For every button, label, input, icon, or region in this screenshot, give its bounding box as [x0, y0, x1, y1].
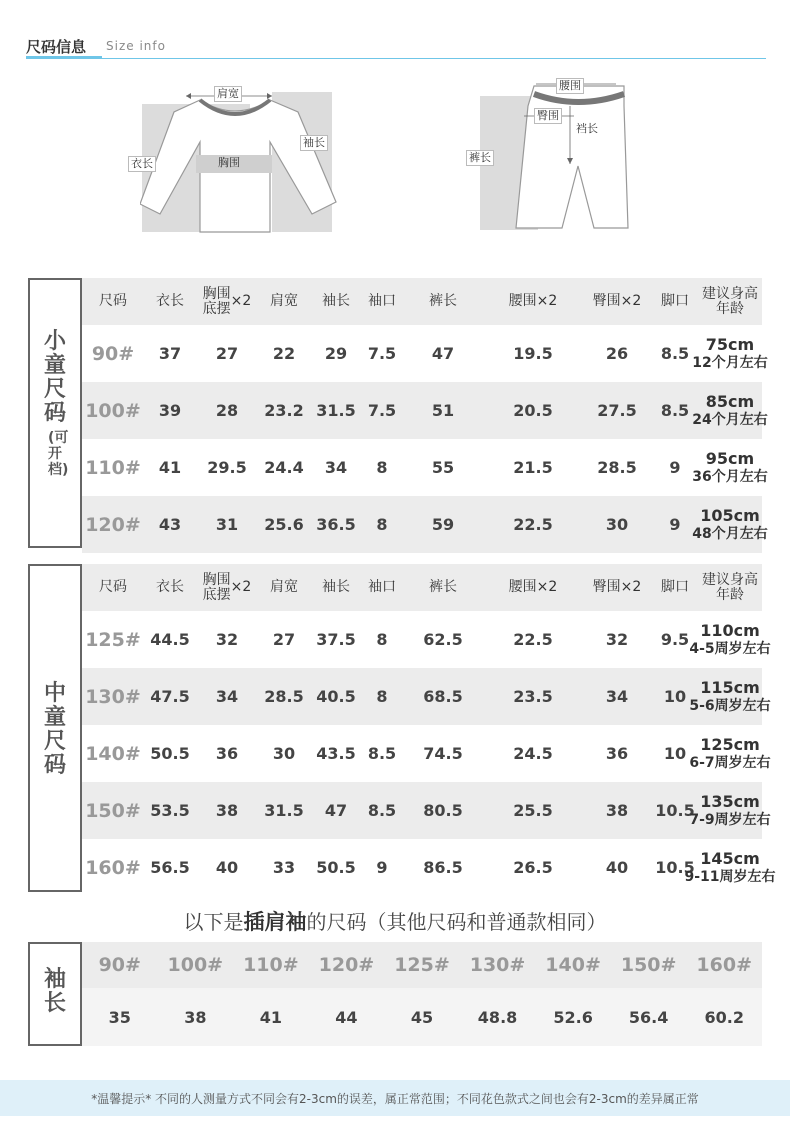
value-cell: 80.5 — [423, 801, 463, 820]
medium-size-label-box — [28, 564, 82, 892]
table-header-cell: 袖长 — [322, 293, 350, 309]
raglan-caption-pre: 以下是 — [183, 910, 244, 934]
value-cell: 40 — [215, 858, 239, 877]
header-divider — [26, 58, 766, 59]
small-size-table — [82, 278, 768, 550]
height-age-cell — [692, 325, 768, 382]
raglan-title: 袖长 — [44, 967, 67, 1016]
size-cell: 100# — [85, 399, 141, 422]
raglan-value-cell: 38 — [184, 1007, 207, 1027]
value-cell: 55 — [431, 458, 455, 477]
table-header-cell: 臀围×2 — [592, 293, 642, 309]
value-cell: 10 — [663, 744, 687, 763]
height-age-cell — [689, 668, 771, 725]
size-cell: 150# — [85, 799, 141, 822]
table-header-cell: 袖长 — [322, 579, 350, 595]
table-row — [82, 611, 771, 668]
header-height-line1: 建议身高 — [702, 571, 758, 588]
size-cell: 130# — [85, 685, 141, 708]
size-cell: 120# — [85, 513, 141, 536]
value-cell: 26 — [605, 344, 629, 363]
value-cell: 24.4 — [264, 458, 304, 477]
height-age-cell — [692, 496, 768, 553]
raglan-label-box — [28, 942, 82, 1046]
value-cell: 25.5 — [513, 801, 553, 820]
age-value: 24个月左右 — [692, 411, 768, 428]
raglan-size-cell: 150# — [620, 954, 677, 976]
small-size-title: 小童尺码 — [44, 329, 67, 426]
label-chest: 胸围 — [218, 156, 240, 169]
value-cell: 8.5 — [660, 344, 690, 363]
table-header-cell: 裤长 — [429, 293, 457, 309]
raglan-caption-post: 的尺码（其他尺码和普通款相同） — [306, 910, 607, 934]
value-cell: 27 — [272, 630, 296, 649]
medium-size-table — [82, 564, 776, 892]
value-cell: 10.5 — [655, 858, 695, 877]
value-cell: 9 — [669, 458, 681, 477]
value-cell: 8 — [376, 515, 388, 534]
small-size-note: (可开档) — [48, 430, 69, 478]
medium-size-title: 中童尺码 — [44, 681, 67, 778]
raglan-size-cell: 110# — [243, 954, 299, 976]
value-cell: 27.5 — [597, 401, 637, 420]
header-accent — [26, 56, 102, 59]
value-cell: 9.5 — [660, 630, 690, 649]
value-cell: 50.5 — [150, 744, 190, 763]
value-cell: 7.5 — [367, 344, 397, 363]
label-sleeve: 袖长 — [300, 135, 328, 151]
value-cell: 36 — [605, 744, 629, 763]
table-row — [82, 325, 768, 382]
value-cell: 34 — [324, 458, 348, 477]
table-row — [82, 668, 771, 725]
value-cell: 43.5 — [316, 744, 356, 763]
value-cell: 9 — [376, 858, 388, 877]
value-cell: 27 — [215, 344, 239, 363]
value-cell: 22.5 — [513, 630, 553, 649]
raglan-size-cell: 125# — [394, 954, 450, 976]
raglan-caption-bold: 插肩袖 — [243, 910, 307, 934]
value-cell: 20.5 — [513, 401, 553, 420]
raglan-value-cell: 45 — [410, 1007, 434, 1027]
value-cell: 31 — [215, 515, 239, 534]
small-size-label-box — [28, 278, 82, 548]
raglan-size-cell: 120# — [318, 954, 375, 976]
table-header-cell: 肩宽 — [270, 579, 298, 595]
height-value: 135cm — [700, 791, 760, 811]
table-header-cell: 尺码 — [99, 579, 127, 595]
value-cell: 74.5 — [423, 744, 463, 763]
table-header-cell: 臀围×2 — [592, 579, 642, 595]
age-value: 6-7周岁左右 — [689, 754, 771, 771]
value-cell: 26.5 — [513, 858, 553, 877]
label-shoulder: 肩宽 — [214, 86, 242, 102]
raglan-value-row — [82, 988, 762, 1046]
age-value: 48个月左右 — [692, 525, 768, 542]
value-cell: 36 — [215, 744, 239, 763]
value-cell: 36.5 — [316, 515, 356, 534]
value-cell: 8 — [376, 630, 388, 649]
value-cell: 51 — [431, 401, 455, 420]
age-value: 5-6周岁左右 — [689, 697, 771, 714]
value-cell: 44.5 — [150, 630, 190, 649]
value-cell: 30 — [272, 744, 296, 763]
value-cell: 40 — [605, 858, 629, 877]
value-cell: 86.5 — [423, 858, 463, 877]
label-hip: 臀围 — [534, 108, 562, 124]
label-crotch: 裆长 — [576, 122, 598, 135]
height-age-cell — [689, 725, 771, 782]
header-height-age — [698, 564, 762, 611]
table-header-cell: 尺码 — [99, 293, 127, 309]
value-cell: 30 — [605, 515, 629, 534]
value-cell: 43 — [158, 515, 182, 534]
raglan-value-cell: 56.4 — [628, 1007, 669, 1027]
height-value: 125cm — [700, 734, 760, 754]
label-length: 衣长 — [128, 156, 156, 172]
pants-diagram-illustration — [478, 76, 638, 236]
value-cell: 8 — [376, 687, 388, 706]
table-header-cell: 袖口 — [368, 293, 396, 309]
raglan-value-cell: 48.8 — [477, 1007, 518, 1027]
header-height-line2: 年龄 — [716, 300, 744, 317]
height-value: 145cm — [700, 848, 760, 868]
value-cell: 34 — [605, 687, 629, 706]
value-cell: 50.5 — [316, 858, 356, 877]
header-chest-hem — [196, 564, 258, 611]
table-header-cell: 脚口 — [661, 579, 689, 595]
table-header-cell: 肩宽 — [270, 293, 298, 309]
value-cell: 29.5 — [207, 458, 247, 477]
raglan-size-cell: 140# — [545, 954, 601, 976]
value-cell: 19.5 — [513, 344, 553, 363]
value-cell: 40.5 — [316, 687, 356, 706]
value-cell: 32 — [605, 630, 629, 649]
header-height-line2: 年龄 — [716, 586, 744, 603]
header-height-age — [698, 278, 762, 325]
header-chest-mult: ×2 — [230, 293, 252, 309]
raglan-size-cell: 160# — [696, 954, 752, 976]
height-age-cell — [684, 839, 776, 896]
header-chest-line1: 胸围 — [202, 571, 231, 588]
table-header-row — [82, 278, 762, 325]
age-value: 7-9周岁左右 — [689, 811, 771, 828]
value-cell: 28.5 — [264, 687, 304, 706]
pants-diagram — [469, 76, 638, 236]
value-cell: 9 — [669, 515, 681, 534]
raglan-value-cell: 35 — [108, 1007, 131, 1027]
age-value: 12个月左右 — [692, 354, 768, 371]
raglan-size-row — [82, 942, 762, 988]
raglan-value-cell: 41 — [259, 1007, 283, 1027]
size-cell: 110# — [85, 456, 141, 479]
table-row — [82, 782, 771, 839]
value-cell: 23.2 — [264, 401, 304, 420]
header-chest-hem — [196, 278, 258, 325]
value-cell: 37.5 — [316, 630, 356, 649]
table-header-row — [82, 564, 762, 611]
value-cell: 22 — [272, 344, 296, 363]
value-cell: 53.5 — [150, 801, 190, 820]
raglan-size-cell: 100# — [167, 954, 224, 976]
value-cell: 38 — [215, 801, 239, 820]
value-cell: 29 — [324, 344, 348, 363]
value-cell: 25.6 — [264, 515, 304, 534]
value-cell: 47 — [324, 801, 348, 820]
value-cell: 10 — [663, 687, 687, 706]
header-chest-line2: 底摆 — [202, 586, 231, 603]
height-age-cell — [692, 382, 768, 439]
value-cell: 31.5 — [264, 801, 304, 820]
value-cell: 34 — [215, 687, 239, 706]
raglan-size-cell: 130# — [469, 954, 526, 976]
value-cell: 23.5 — [513, 687, 553, 706]
top-diagram — [131, 82, 340, 237]
table-header-cell: 脚口 — [661, 293, 689, 309]
height-value: 75cm — [705, 334, 755, 354]
header-title-en: Size info — [106, 39, 166, 53]
value-cell: 41 — [158, 458, 182, 477]
value-cell: 10.5 — [655, 801, 695, 820]
header-chest-line2: 底摆 — [202, 300, 231, 317]
table-header-cell: 腰围×2 — [508, 579, 558, 595]
value-cell: 62.5 — [423, 630, 463, 649]
size-cell: 140# — [85, 742, 141, 765]
value-cell: 56.5 — [150, 858, 190, 877]
value-cell: 47 — [431, 344, 455, 363]
value-cell: 8 — [376, 458, 388, 477]
table-header-cell: 衣长 — [156, 293, 184, 309]
value-cell: 24.5 — [513, 744, 553, 763]
height-value: 110cm — [700, 620, 760, 640]
value-cell: 8.5 — [660, 401, 690, 420]
value-cell: 28.5 — [597, 458, 637, 477]
value-cell: 59 — [431, 515, 455, 534]
height-value: 95cm — [705, 448, 755, 468]
value-cell: 8.5 — [367, 801, 397, 820]
table-row — [82, 382, 768, 439]
table-header-cell: 裤长 — [429, 579, 457, 595]
label-pants-length: 裤长 — [466, 150, 494, 166]
raglan-caption — [0, 906, 790, 936]
height-value: 105cm — [700, 505, 760, 525]
table-row — [82, 439, 768, 496]
raglan-value-cell: 44 — [335, 1007, 358, 1027]
table-header-cell: 腰围×2 — [508, 293, 558, 309]
size-cell: 125# — [85, 628, 141, 651]
size-cell: 160# — [85, 856, 141, 879]
table-row — [82, 496, 768, 553]
age-value: 9-11周岁左右 — [684, 868, 776, 885]
value-cell: 47.5 — [150, 687, 190, 706]
table-header-cell: 衣长 — [156, 579, 184, 595]
value-cell: 31.5 — [316, 401, 356, 420]
value-cell: 21.5 — [513, 458, 553, 477]
table-header-cell: 袖口 — [368, 579, 396, 595]
value-cell: 33 — [272, 858, 296, 877]
header-chest-stack — [203, 573, 231, 603]
value-cell: 37 — [158, 344, 182, 363]
raglan-value-cell: 52.6 — [553, 1007, 593, 1027]
value-cell: 22.5 — [513, 515, 553, 534]
label-waist: 腰围 — [556, 78, 584, 94]
size-cell: 90# — [91, 342, 135, 365]
height-age-cell — [689, 611, 771, 668]
value-cell: 28 — [215, 401, 239, 420]
value-cell: 68.5 — [423, 687, 463, 706]
height-value: 115cm — [700, 677, 760, 697]
table-row — [82, 725, 771, 782]
header-height-line1: 建议身高 — [702, 285, 758, 302]
table-row — [82, 839, 776, 896]
header-title-cn: 尺码信息 — [26, 38, 87, 56]
age-value: 4-5周岁左右 — [689, 640, 771, 657]
height-value: 85cm — [705, 391, 755, 411]
value-cell: 7.5 — [367, 401, 397, 420]
age-value: 36个月左右 — [692, 468, 768, 485]
height-age-cell — [692, 439, 768, 496]
footer-tip: *温馨提示* 不同的人测量方式不同会有2-3cm的误差，属正常范围；不同花色款式之间也会有2-3cm的差异属正常 — [0, 1080, 790, 1116]
value-cell: 38 — [605, 801, 629, 820]
header-chest-stack — [203, 287, 231, 317]
raglan-size-cell: 90# — [98, 954, 141, 976]
value-cell: 39 — [158, 401, 182, 420]
raglan-table — [82, 942, 762, 1046]
value-cell: 8.5 — [367, 744, 397, 763]
height-age-cell — [689, 782, 771, 839]
raglan-value-cell: 60.2 — [704, 1007, 744, 1027]
header-chest-mult: ×2 — [230, 579, 252, 595]
value-cell: 32 — [215, 630, 239, 649]
header-chest-line1: 胸围 — [202, 285, 231, 302]
